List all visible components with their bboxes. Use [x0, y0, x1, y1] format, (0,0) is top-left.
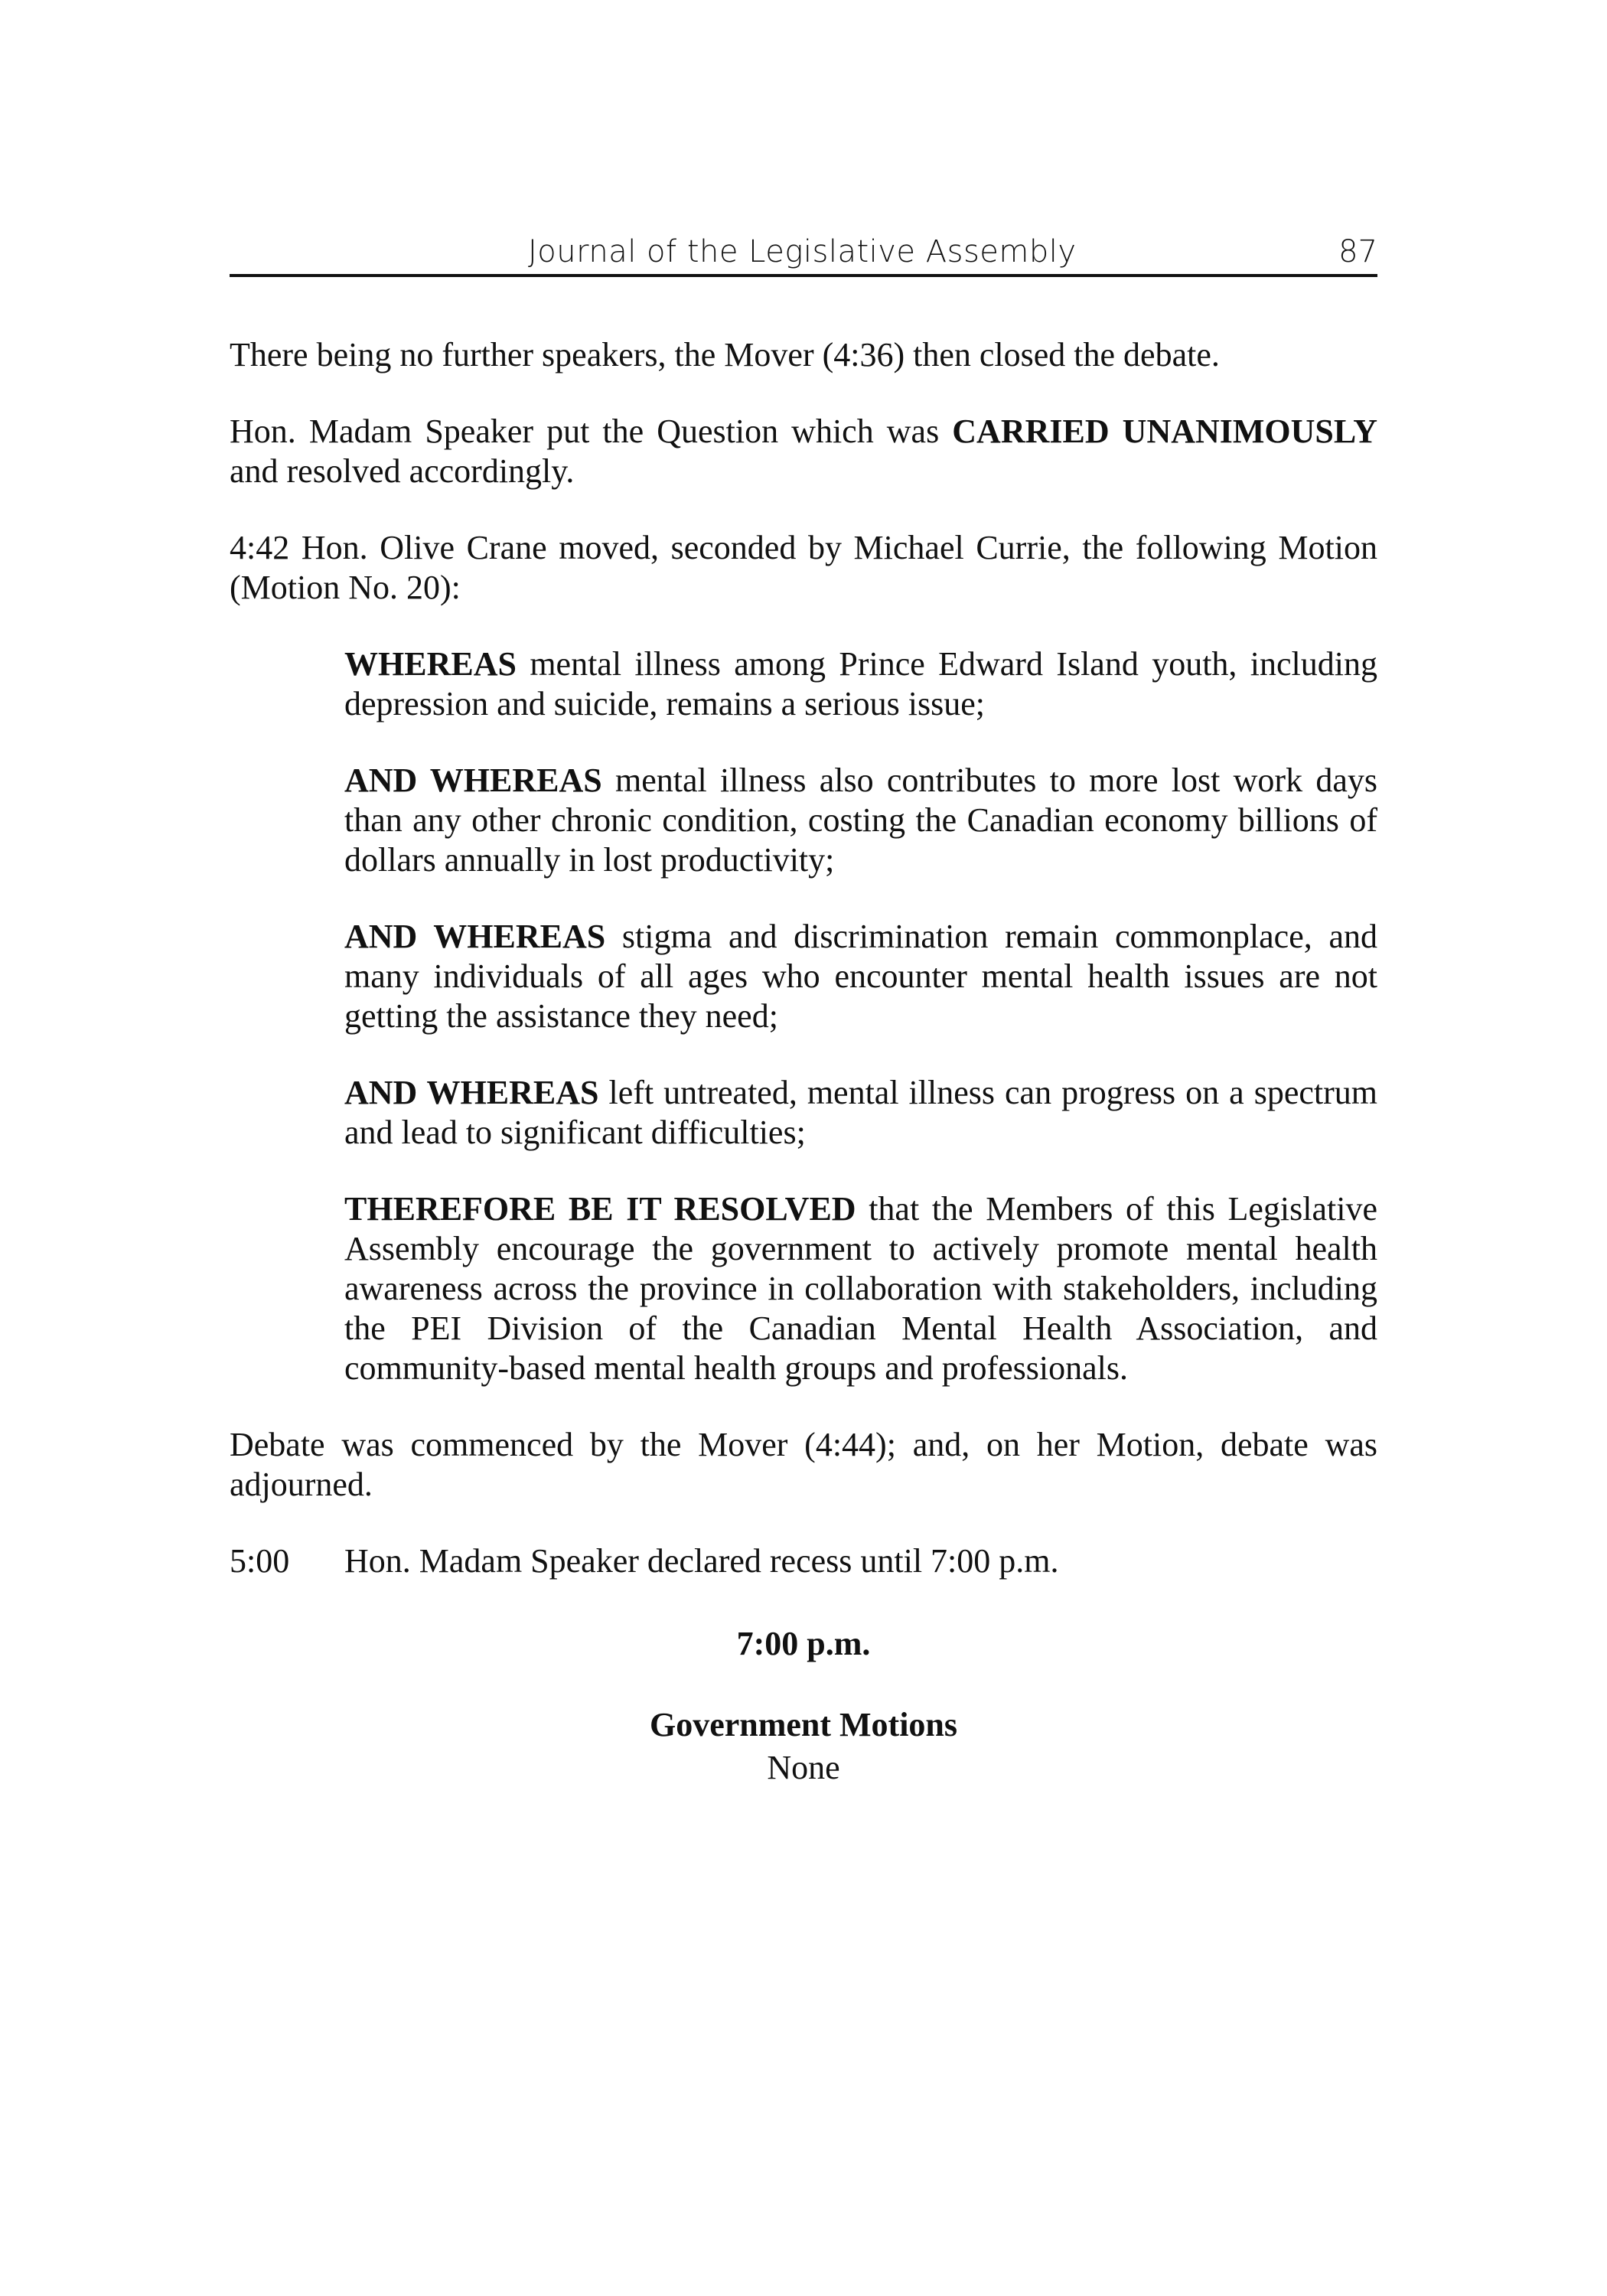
motion-clause	[344, 644, 1377, 724]
clause-lead: AND WHEREAS	[344, 762, 602, 799]
motion-clause	[344, 917, 1377, 1036]
clause-text: that the Members of this Legislative Assembly encourage the government to actively promote mental health awareness across the province in collaboration with stakeholders, including the PEI Division of the Canadian Mental Health Association, and community-based mental health groups and professionals.	[344, 1190, 1378, 1387]
government-motions-heading: Government Motions	[649, 1706, 958, 1743]
question-result-paragraph	[230, 412, 1377, 491]
recess-entry	[230, 1541, 1377, 1581]
evening-time-heading: 7:00 p.m.	[736, 1625, 871, 1662]
page-number: 87	[1338, 234, 1377, 269]
clause-lead: AND WHEREAS	[344, 1074, 599, 1111]
question-result-verdict: CARRIED UNANIMOUSLY	[952, 413, 1377, 450]
clause-text: mental illness among Prince Edward Island youth, including depression and suicide, remains a serious issue;	[344, 645, 1377, 722]
motion-clause	[344, 1073, 1377, 1153]
clause-text: stigma and discrimination remain commonplace, and many individuals of all ages who encounter mental health issues are not getting the assistance they need;	[344, 918, 1377, 1035]
recess-text: Hon. Madam Speaker declared recess until 7:00 p.m.	[344, 1542, 1059, 1580]
motion-intro-paragraph: 4:42 Hon. Olive Crane moved, seconded by Michael Currie, the following Motion (Motion No. 20):	[230, 529, 1377, 606]
closing-debate-paragraph: There being no further speakers, the Mover (4:36) then closed the debate.	[230, 336, 1220, 373]
journal-title: Journal of the Legislative Assembly	[528, 234, 1077, 269]
clause-lead: AND WHEREAS	[344, 918, 606, 955]
clause-text: left untreated, mental illness can progress on a spectrum and lead to significant difficulties;	[344, 1074, 1377, 1151]
recess-time: 5:00	[230, 1542, 290, 1580]
clause-lead: THEREFORE BE IT RESOLVED	[344, 1190, 856, 1228]
debate-adjourned-paragraph: Debate was commenced by the Mover (4:44); and, on her Motion, debate was adjourned.	[230, 1426, 1377, 1503]
motion-clause	[344, 761, 1377, 880]
question-result-prefix: Hon. Madam Speaker put the Question which was	[230, 413, 953, 450]
motion-resolution	[344, 1189, 1377, 1388]
clause-lead: WHEREAS	[344, 645, 517, 683]
clause-text: mental illness also contributes to more lost work days than any other chronic condition, costing the Canadian economy billions of dollars annually in lost productivity;	[344, 762, 1377, 879]
motion-text	[344, 644, 1377, 1388]
journal-page	[230, 230, 1377, 2143]
government-motions-body: None	[767, 1749, 840, 1786]
question-result-suffix: and resolved accordingly.	[230, 452, 575, 490]
running-header	[230, 230, 1377, 277]
